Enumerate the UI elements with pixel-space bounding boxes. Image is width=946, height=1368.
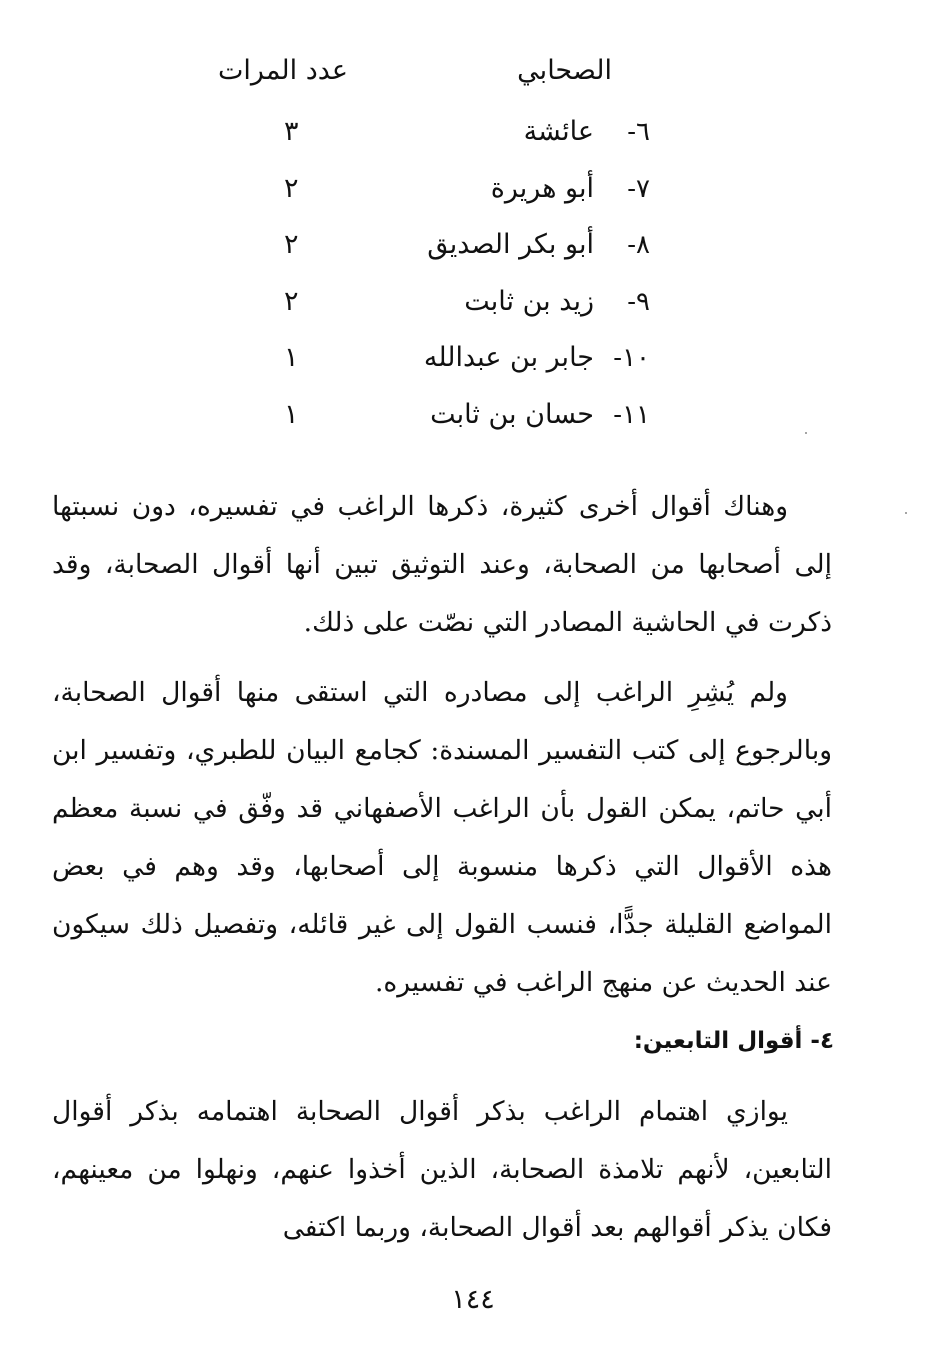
mention-count: ٢ [284,172,299,204]
companion-name: زيد بن ثابت [464,285,594,317]
scan-speck [905,512,907,514]
table-row [200,330,690,387]
scan-speck [805,432,807,434]
companion-name: أبو بكر الصديق [427,229,594,260]
table-row [200,161,690,218]
mention-count: ٢ [284,229,299,260]
row-number: ١٠- [613,343,650,373]
row-number: ٧- [627,173,650,204]
row-number: ١١- [613,399,650,430]
companions-table [200,46,690,443]
mention-count: ٣ [284,116,299,147]
header-count: عدد المرات [218,55,349,86]
companion-name: عائشة [523,116,594,147]
mention-count: ١ [284,398,299,430]
mention-count: ١ [284,342,299,373]
table-row [200,387,690,444]
paragraph-tabieen: يوازي اهتمام الراغب بذكر أقوال الصحابة اهتمامه بذكر أقوال التابعين، لأنهم تلامذة الصحابة، الذين أخذوا عنهم، ونهلوا من معينهم، فكان يذكر أقوالهم بعد أقوال الصحابة، وربما اكتفى [52,1096,832,1243]
paragraph-other-sayings: وهناك أقوال أخرى كثيرة، ذكرها الراغب في تفسيره، دون نسبتها إلى أصحابها من الصحابة، وعند التوثيق تبين أنها أقوال الصحابة، وقد ذكرت في الحاشية المصادر التي نصّت على ذلك. [52,491,832,638]
companion-name: جابر بن عبدالله [423,342,594,373]
row-number: ٦- [627,117,650,147]
paragraph-sources: ولم يُشِرِ الراغب إلى مصادره التي استقى منها أقوال الصحابة، وبالرجوع إلى كتب التفسير المسندة: كجامع البيان للطبري، وتفسير ابن أبي حاتم، يمكن القول بأن الراغب الأصفهاني قد وفّق في نسبة معظم هذه الأقوال التي ذكرها منسوبة إلى أصحابها، وقد وهم في بعض المواضع القليلة جدًّا، فنسب القول إلى غير قائله، وتفصيل ذلك سيكون عند الحديث عن منهج الراغب في تفسيره. [52,677,832,998]
companion-name: حسان بن ثابت [430,398,594,430]
mention-count: ٢ [284,285,299,317]
table-row [200,274,690,331]
table-header [200,46,690,104]
table-row [200,104,690,161]
table-row [200,217,690,274]
page-number: ١٤٤ [451,1284,495,1315]
header-companion: الصحابي [517,55,612,86]
companion-name: أبو هريرة [490,172,594,204]
section-heading-tabieen: ٤- أقوال التابعين: [633,1028,834,1054]
row-number: ٨- [627,230,650,260]
row-number: ٩- [627,286,650,317]
